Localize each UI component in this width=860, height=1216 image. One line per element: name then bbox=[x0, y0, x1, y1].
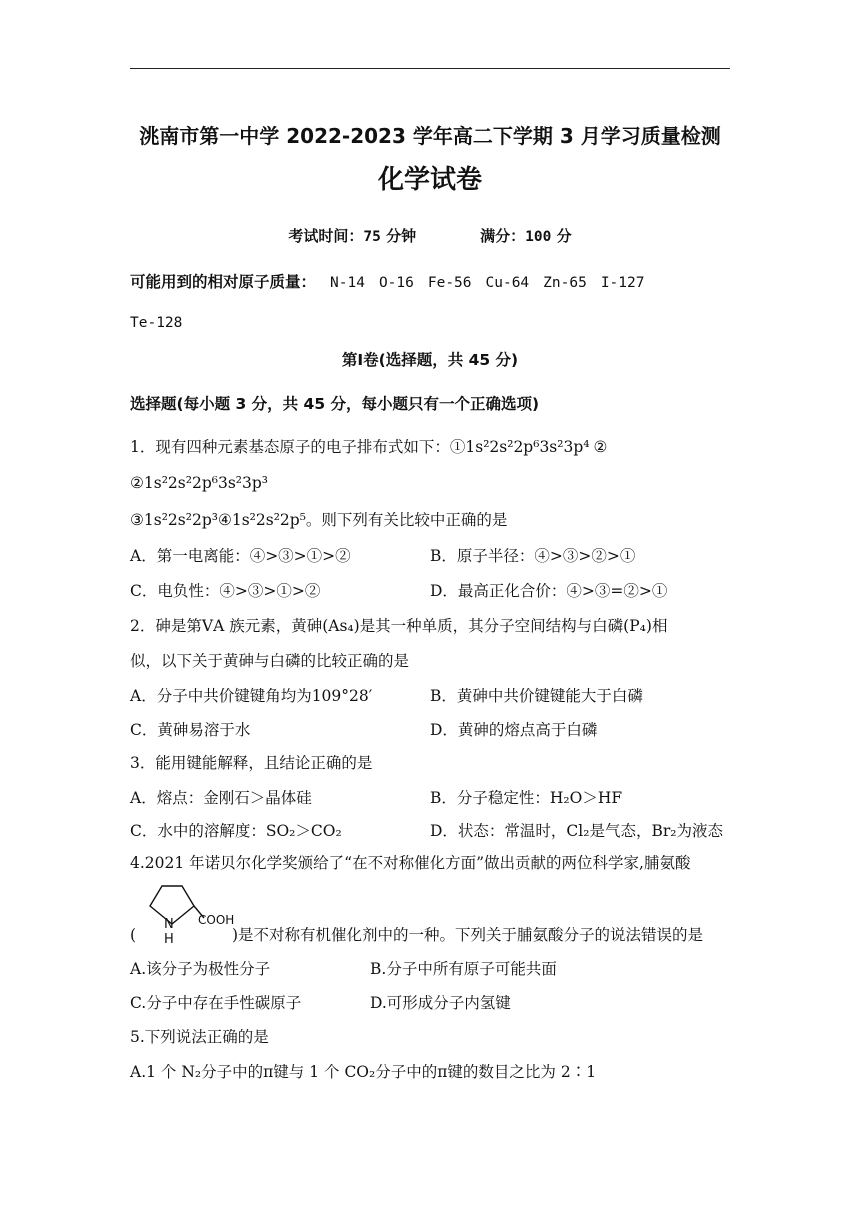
paper-title: 化学试卷 bbox=[377, 165, 482, 195]
proline-structure-image bbox=[138, 880, 238, 946]
question-1-stem bbox=[130, 437, 607, 457]
question-text: 现有四种元素基态原子的电子排布式如下： bbox=[155, 438, 450, 456]
option-d[interactable]: D．黄砷的熔点高于白磷 bbox=[430, 721, 598, 739]
option-a[interactable]: A.1 个 N₂分子中的π键与 1 个 CO₂分子中的π键的数目之比为 2∶1 bbox=[130, 1063, 597, 1081]
atomic-mass-item: O-16 bbox=[378, 275, 414, 291]
option-c[interactable]: C.分子中存在手性碳原子 bbox=[130, 994, 302, 1012]
electron-config: ④1s²2s²2p⁵ bbox=[217, 511, 306, 529]
question-1-stem-cont bbox=[130, 510, 507, 530]
time-unit: 分钟 bbox=[386, 227, 417, 245]
question-text: )相 bbox=[645, 617, 668, 635]
option-c[interactable]: C．水中的溶解度：SO₂＞CO₂ bbox=[130, 822, 342, 840]
question-text: 2021 年诺贝尔化学奖颁给了“在不对称催化方面”做出贡献的两位科学家,脯氨酸 bbox=[144, 854, 691, 872]
question-text: 能用键能解释，且结论正确的是 bbox=[155, 754, 373, 772]
question-4-stem-cont: )是不对称有机催化剂中的一种。下列关于脯氨酸分子的说法错误的是 bbox=[232, 926, 704, 944]
question-4-stem bbox=[130, 853, 690, 873]
question-3-stem bbox=[130, 753, 372, 773]
structure-label-n: N bbox=[164, 917, 174, 932]
atomic-mass-item: Te-128 bbox=[130, 315, 183, 331]
atomic-mass-item: I-127 bbox=[600, 275, 645, 291]
option-a[interactable]: A．分子中共价键键角均为109°28′ bbox=[130, 687, 373, 705]
score-value: 100 bbox=[525, 229, 552, 245]
electron-config: ②1s²2s²2p⁶3s²3p³ bbox=[130, 474, 268, 492]
option-b[interactable]: B．分子稳定性：H₂O＞HF bbox=[430, 789, 623, 807]
question-text: )是其一种单质，其分子空间结构与白磷( bbox=[353, 617, 630, 635]
formula: P₄ bbox=[629, 617, 646, 635]
question-number: 5. bbox=[130, 1028, 145, 1046]
option-a[interactable]: A.该分子为极性分子 bbox=[130, 960, 271, 978]
atomic-mass-item: Fe-56 bbox=[427, 275, 472, 291]
option-c[interactable]: C．电负性：④>③>①>② bbox=[130, 582, 321, 600]
time-value: 75 bbox=[363, 229, 381, 245]
time-label: 考试时间： bbox=[288, 227, 364, 245]
question-number: 3． bbox=[130, 754, 156, 772]
question-text: 似，以下关于黄砷与白磷的比较正确的是 bbox=[130, 652, 410, 670]
electron-config: ③1s²2s²2p³ bbox=[130, 511, 218, 529]
circled-number: ② bbox=[593, 438, 608, 456]
atomic-mass-item: N-14 bbox=[330, 275, 365, 291]
option-a[interactable]: A．熔点：金刚石＞晶体硅 bbox=[130, 789, 312, 807]
question-number: 4. bbox=[130, 854, 145, 872]
option-c[interactable]: C．黄砷易溶于水 bbox=[130, 721, 251, 739]
score-label: 满分： bbox=[480, 227, 526, 245]
question-number: 1． bbox=[130, 438, 156, 456]
option-b[interactable]: B.分子中所有原子可能共面 bbox=[370, 960, 557, 978]
question-4-stem-paren: ( bbox=[130, 926, 137, 944]
question-5-stem bbox=[130, 1027, 269, 1047]
question-number: 2． bbox=[130, 617, 156, 635]
electron-config: ①1s²2s²2p⁶3s²3p⁴ bbox=[449, 438, 590, 456]
structure-label-h: H bbox=[164, 932, 174, 946]
atomic-mass-label: 可能用到的相对原子质量： bbox=[130, 273, 317, 291]
atomic-mass-item: Zn-65 bbox=[543, 275, 587, 291]
score-unit: 分 bbox=[556, 227, 572, 245]
header-rule bbox=[130, 68, 730, 69]
option-d[interactable]: D.可形成分子内氢键 bbox=[370, 994, 511, 1012]
question-text: 。则下列有关比较中正确的是 bbox=[305, 511, 508, 529]
school-title: 洮南市第一中学 2022-2023 学年高二下学期 3 月学习质量检测 bbox=[139, 124, 721, 148]
formula: As₄ bbox=[328, 617, 354, 635]
option-d[interactable]: D．最高正化合价：④>③=②>① bbox=[430, 582, 668, 600]
option-d[interactable]: D．状态：常温时，Cl₂是气态，Br₂为液态 bbox=[430, 822, 723, 840]
exam-info bbox=[0, 226, 860, 247]
option-a[interactable]: A．第一电离能：④>③>①>② bbox=[130, 547, 351, 565]
section-instruction: 选择题(每小题 3 分，共 45 分，每小题只有一个正确选项) bbox=[130, 395, 540, 413]
section-title: 第Ⅰ卷(选择题，共 45 分) bbox=[341, 351, 519, 369]
atomic-mass-line bbox=[130, 272, 644, 293]
question-2-stem bbox=[130, 616, 667, 636]
atomic-mass-item: Cu-64 bbox=[485, 275, 530, 291]
option-b[interactable]: B．原子半径：④>③>②>① bbox=[430, 547, 636, 565]
question-text: 下列说法正确的是 bbox=[144, 1028, 269, 1046]
question-text: 砷是第ⅤA 族元素，黄砷( bbox=[155, 617, 329, 635]
option-b[interactable]: B．黄砷中共价键键能大于白磷 bbox=[430, 687, 643, 705]
structure-label-cooh: COOH bbox=[198, 913, 235, 927]
